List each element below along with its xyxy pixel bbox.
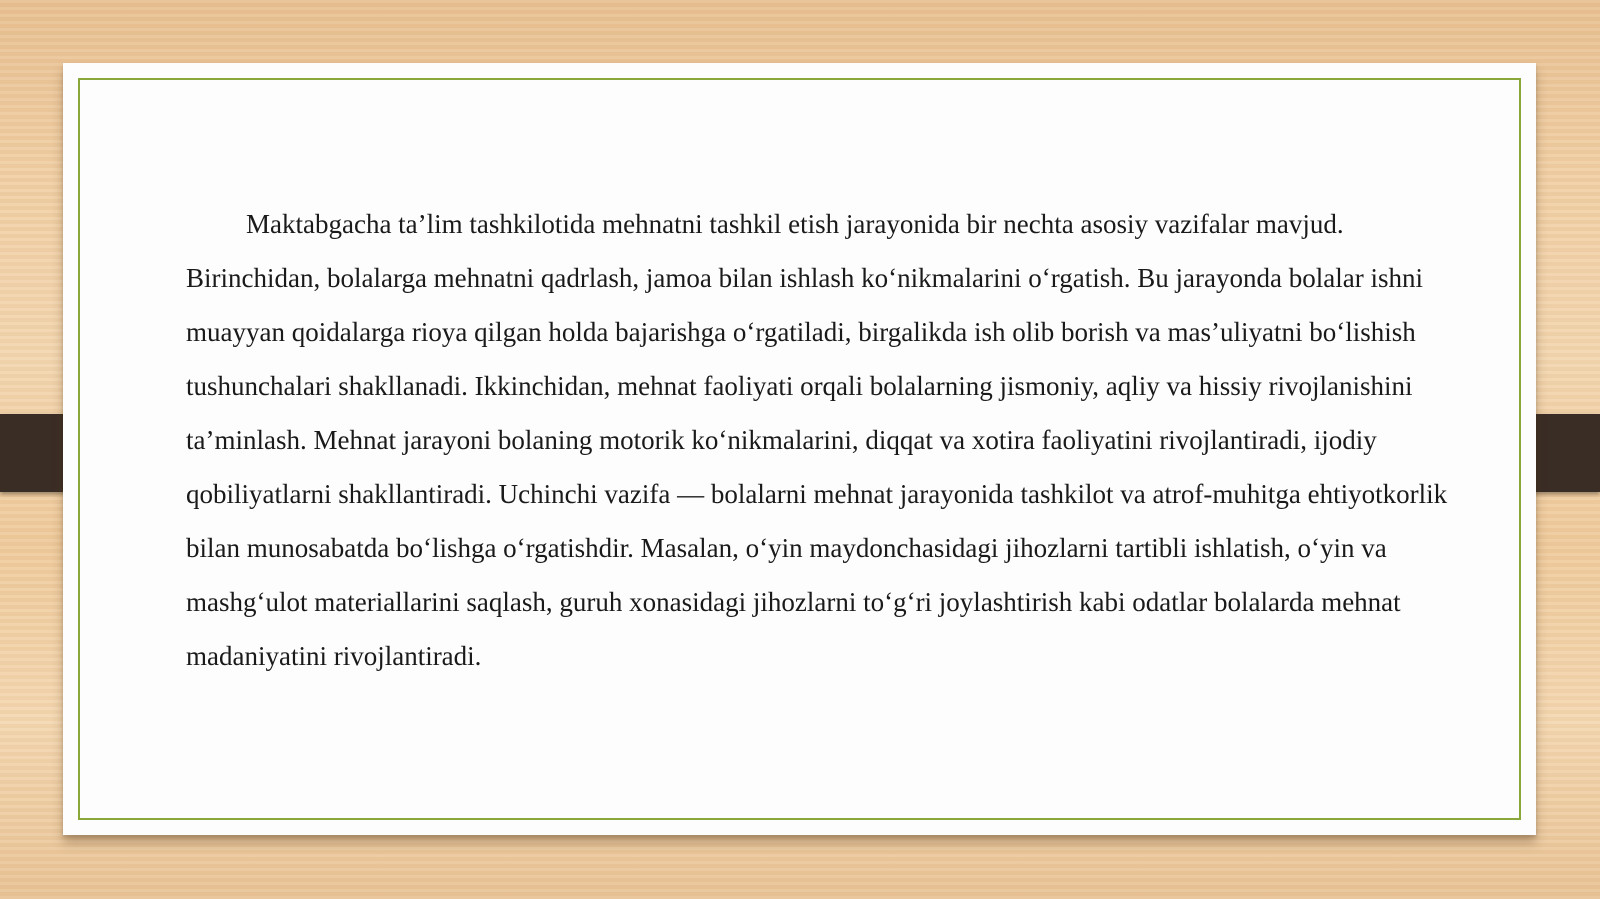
slide-card xyxy=(63,63,1536,835)
slide-body-paragraph: Maktabgacha ta’lim tashkilotida mehnatni tashkil etish jarayonida bir nechta asosiy vazifalar mavjud. Birinchidan, bolalarga mehnatni qadrlash, jamoa bilan ishlash ko‘nikmalarini o‘rgatish. Bu jarayonda bolalar ishni muayyan qoidalarga rioya qilgan holda bajarishga o‘rgatiladi, birgalikda ish olib borish va mas’uliyatni bo‘lishish tushunchalari shakllanadi. Ikkinchidan, mehnat faoliyati orqali bolalarning jismoniy, aqliy va hissiy rivojlanishini ta’minlash. Mehnat jarayoni bolaning motorik ko‘nikmalarini, diqqat va xotira faoliyatini rivojlantiradi, ijodiy qobiliyatlarni shakllantiradi. Uchinchi vazifa — bolalarni mehnat jarayonida tashkilot va atrof-muhitga ehtiyotkorlik bilan munosabatda bo‘lishga o‘rgatishdir. Masalan, o‘yin maydonchasidagi jihozlarni tartibli ishlatish, o‘yin va mashg‘ulot materiallarini saqlash, guruh xonasidagi jihozlarni to‘g‘ri joylashtirish kabi odatlar bolalarda mehnat madaniyatini rivojlantiradi. xyxy=(186,209,1448,671)
